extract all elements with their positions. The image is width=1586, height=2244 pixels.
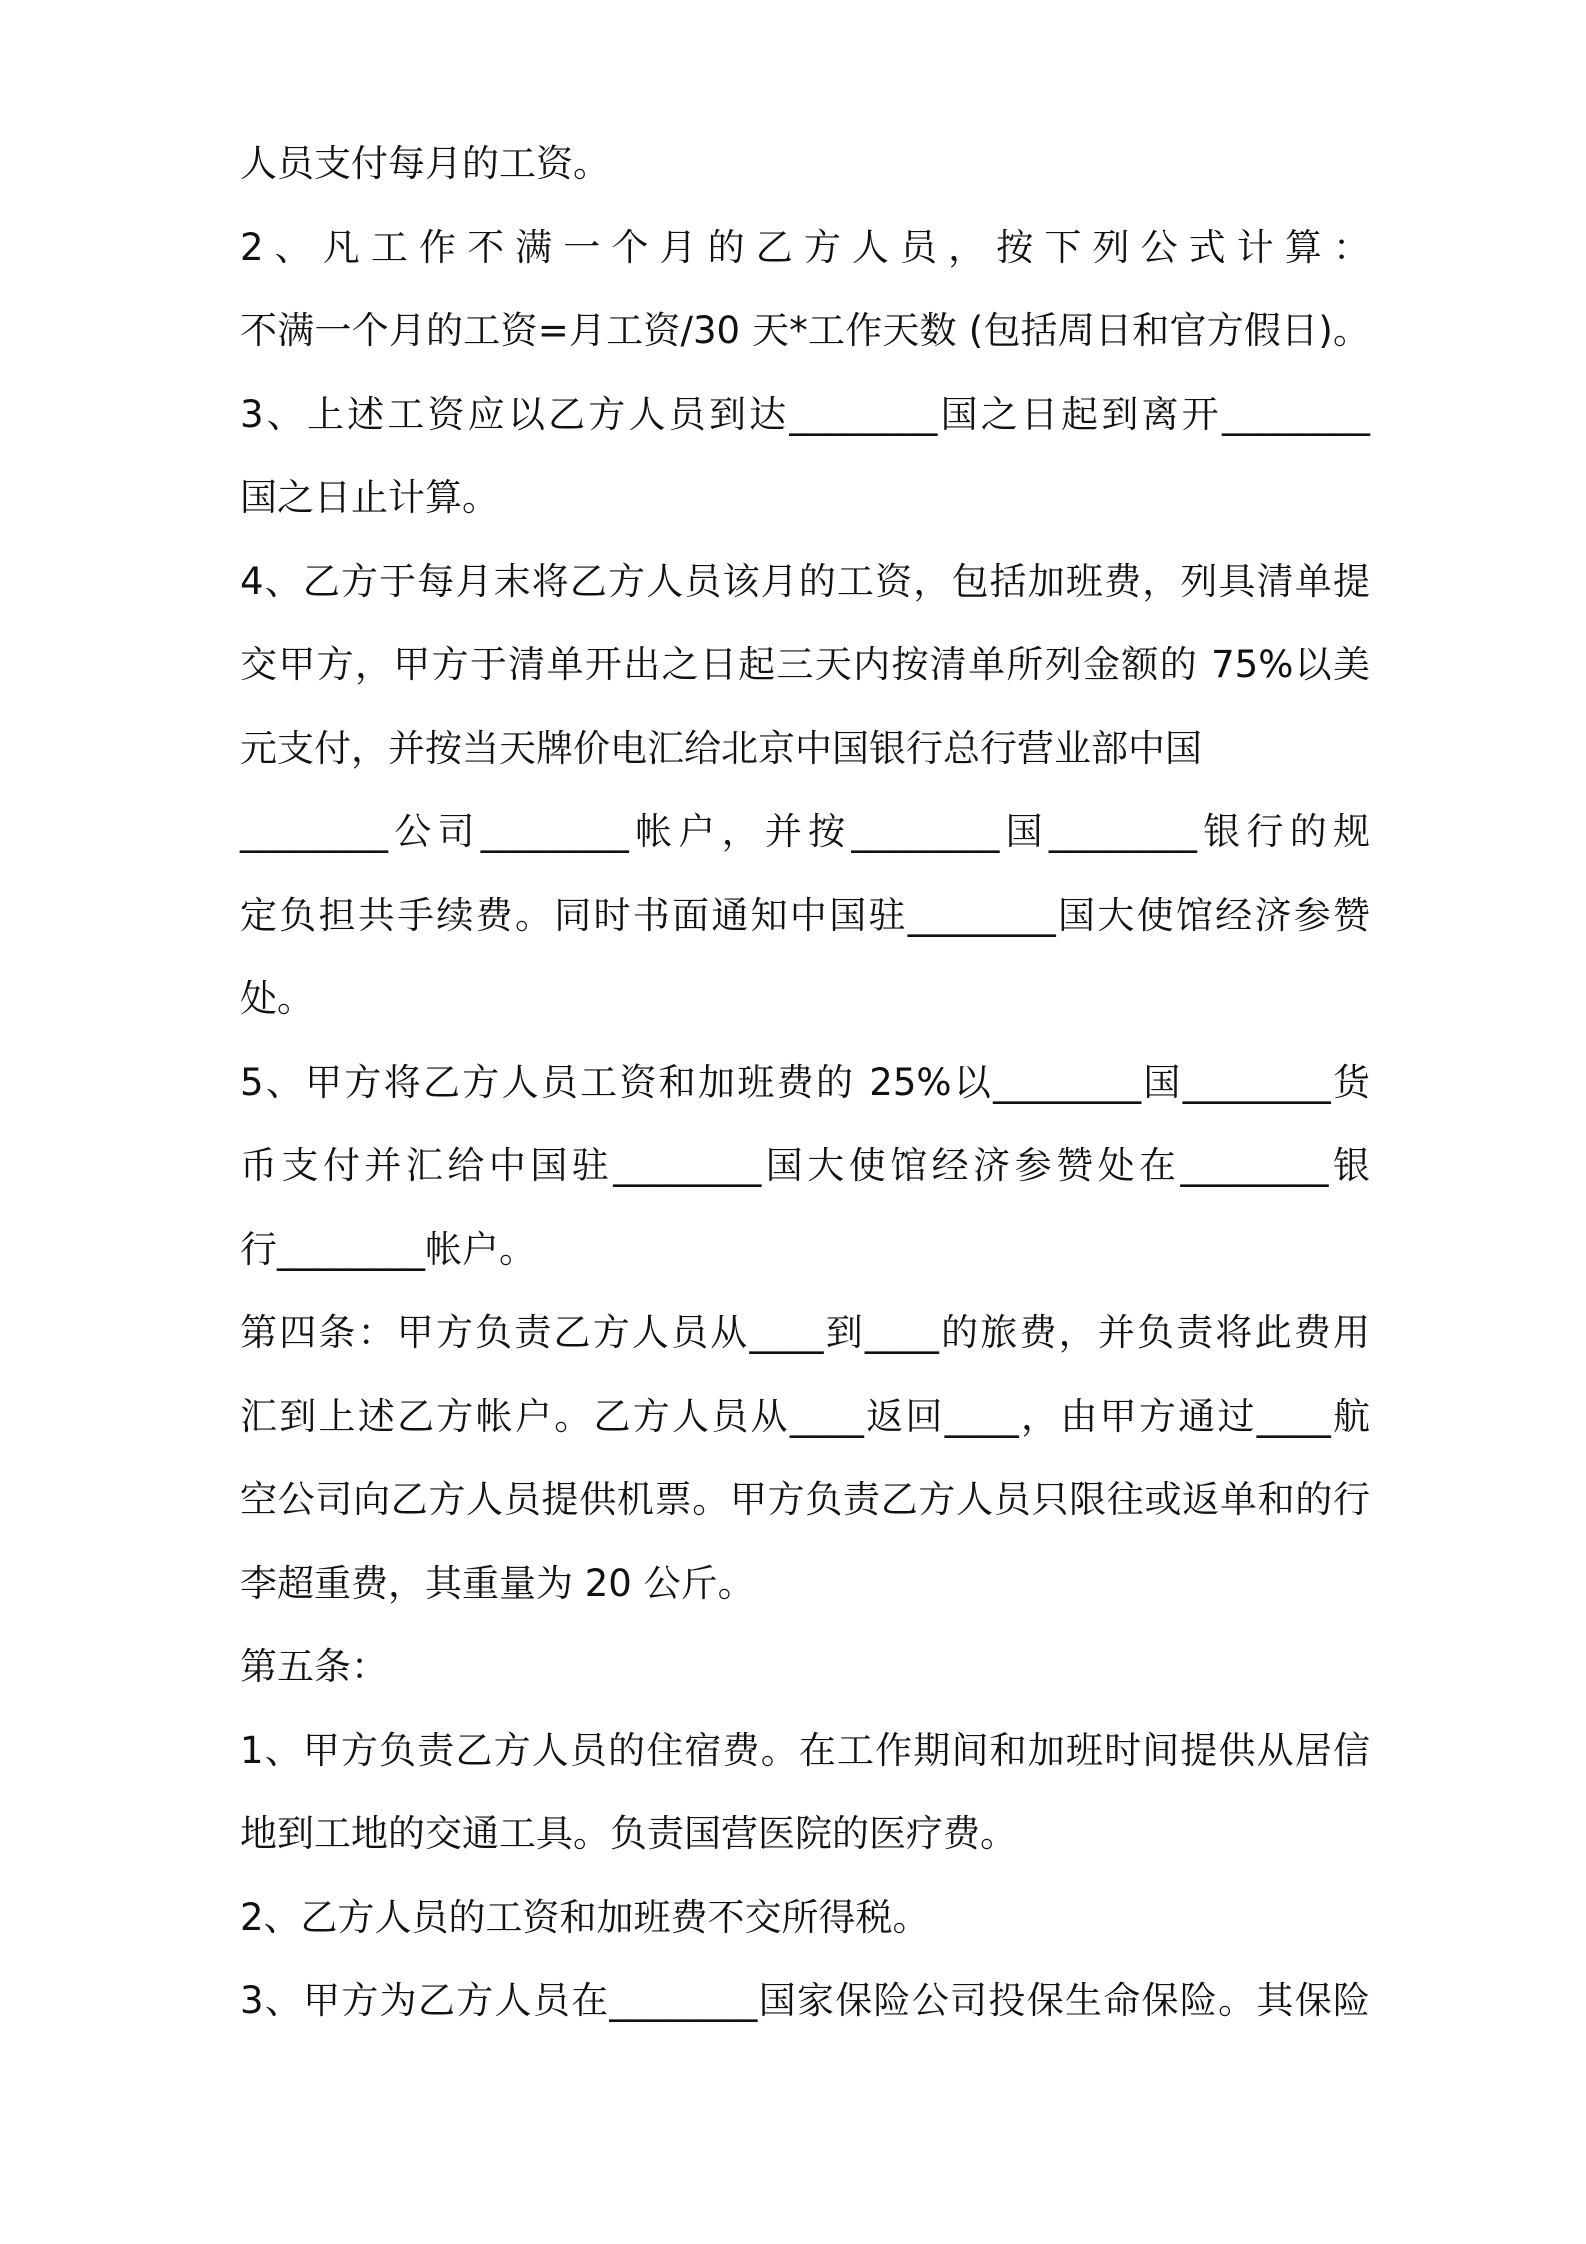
text-line: 5、甲方将乙方人员工资和加班费的 25%以________国________货 — [240, 1060, 1370, 1104]
text-line: ________公司________帐户，并按________国________银行的规 — [240, 810, 1370, 853]
text-line: 交甲方，甲方于清单开出之日起三天内按清单所列金额的 75%以美 — [240, 643, 1370, 686]
text-line: 国之日止计算。 — [240, 476, 499, 519]
text-line: 人员支付每月的工资。 — [240, 142, 610, 185]
text-line: 不满一个月的工资=月工资/30 天*工作天数 (包括周日和官方假日)。 — [240, 309, 1370, 352]
text-line: 地到工地的交通工具。负责国营医院的医疗费。 — [240, 1812, 1017, 1855]
document-body — [240, 122, 1370, 2043]
text-line: 1、甲方负责乙方人员的住宿费。在工作期间和加班时间提供从居信 — [240, 1728, 1370, 1772]
text-line: 元支付，并按当天牌价电汇给北京中国银行总行营业部中国 — [240, 726, 1202, 770]
text-line: 李超重费，其重量为 20 公斤。 — [240, 1561, 755, 1605]
text-line: 3、甲方为乙方人员在________国家保险公司投保生命保险。其保险 — [240, 1979, 1370, 2022]
text-line: 定负担共手续费。同时书面通知中国驻________国大使馆经济参赞 — [240, 893, 1370, 937]
text-line: 第四条：甲方负责乙方人员从____到____的旅费，并负责将此费用 — [240, 1311, 1370, 1354]
text-line: 2、凡工作不满一个月的乙方人员，按下列公式计算： — [240, 225, 1370, 269]
text-line: 行________帐户。 — [240, 1227, 536, 1271]
text-line: 空公司向乙方人员提供机票。甲方负责乙方人员只限往或返单和的行 — [240, 1478, 1370, 1521]
text-line: 3、上述工资应以乙方人员到达________国之日起到离开________ — [240, 392, 1370, 436]
text-line: 处。 — [240, 977, 314, 1020]
text-line: 第五条： — [240, 1645, 388, 1688]
text-line: 汇到上述乙方帐户。乙方人员从____返回____，由甲方通过____航 — [240, 1394, 1370, 1438]
text-line: 币支付并汇给中国驻________国大使馆经济参赞处在________银 — [240, 1144, 1370, 1187]
text-line: 4、乙方于每月末将乙方人员该月的工资，包括加班费，列具清单提 — [240, 559, 1370, 603]
text-line: 2、乙方人员的工资和加班费不交所得税。 — [240, 1895, 930, 1939]
